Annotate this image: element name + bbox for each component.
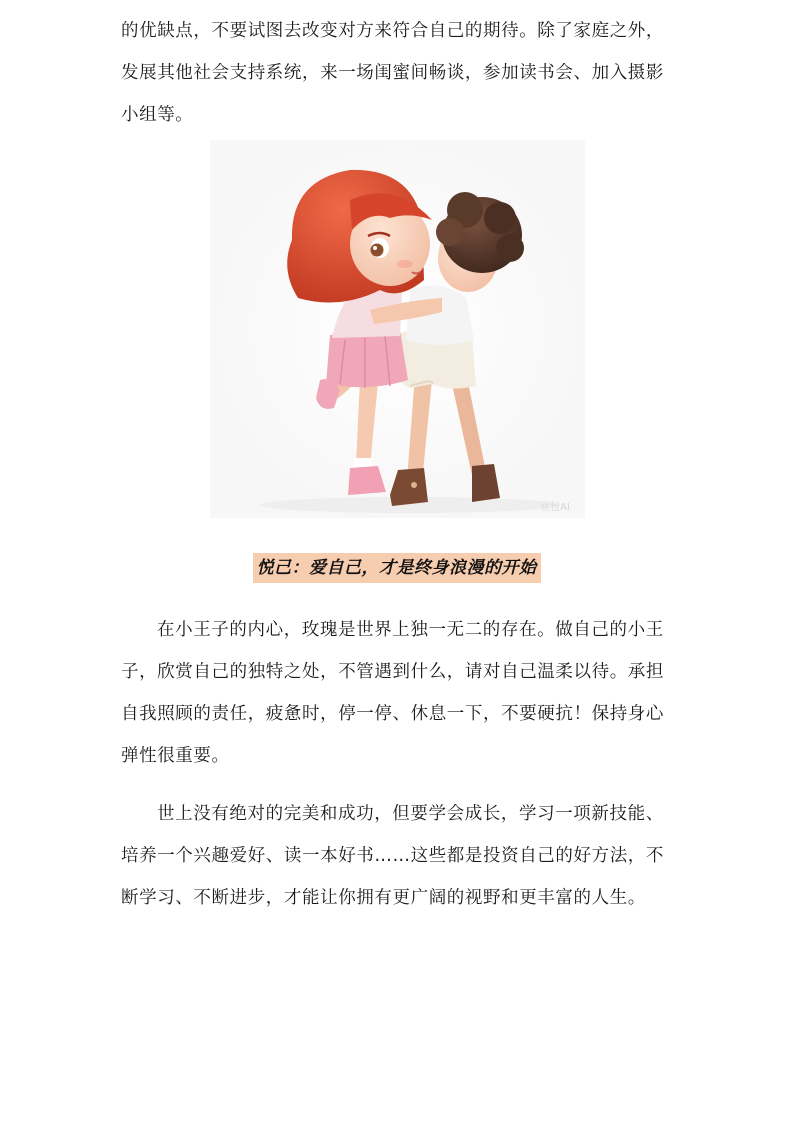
girl-skirt [326, 330, 408, 387]
paragraph-growth: 世上没有绝对的完美和成功，但要学会成长，学习一项新技能、培养一个兴趣爱好、读一本好书……这些都是投资自己的好方法，不断学习、不断进步，才能让你拥有更广阔的视野和更丰富的人生。 [121, 804, 664, 908]
paragraph-relationship-tips: 的优缺点，不要试图去改变对方来符合自己的期待。除了家庭之外，发展其他社会支持系统，来一场闺蜜间畅谈，参加读书会、加入摄影小组等。 [121, 21, 664, 125]
paragraph-little-prince: 在小王子的内心，玫瑰是世界上独一无二的存在。做自己的小王子，欣赏自己的独特之处，不管遇到什么，请对自己温柔以待。承担自我照顾的责任，疲惫时，停一停、休息一下，不要硬抗！保持身心弹性很重要。 [121, 620, 664, 766]
section-heading: 悦己：爱自己，才是终身浪漫的开始 [253, 553, 541, 583]
hugging-couple-illustration [210, 140, 585, 518]
image-watermark: 豆包AI [540, 502, 570, 513]
section-heading-wrap [0, 553, 793, 583]
